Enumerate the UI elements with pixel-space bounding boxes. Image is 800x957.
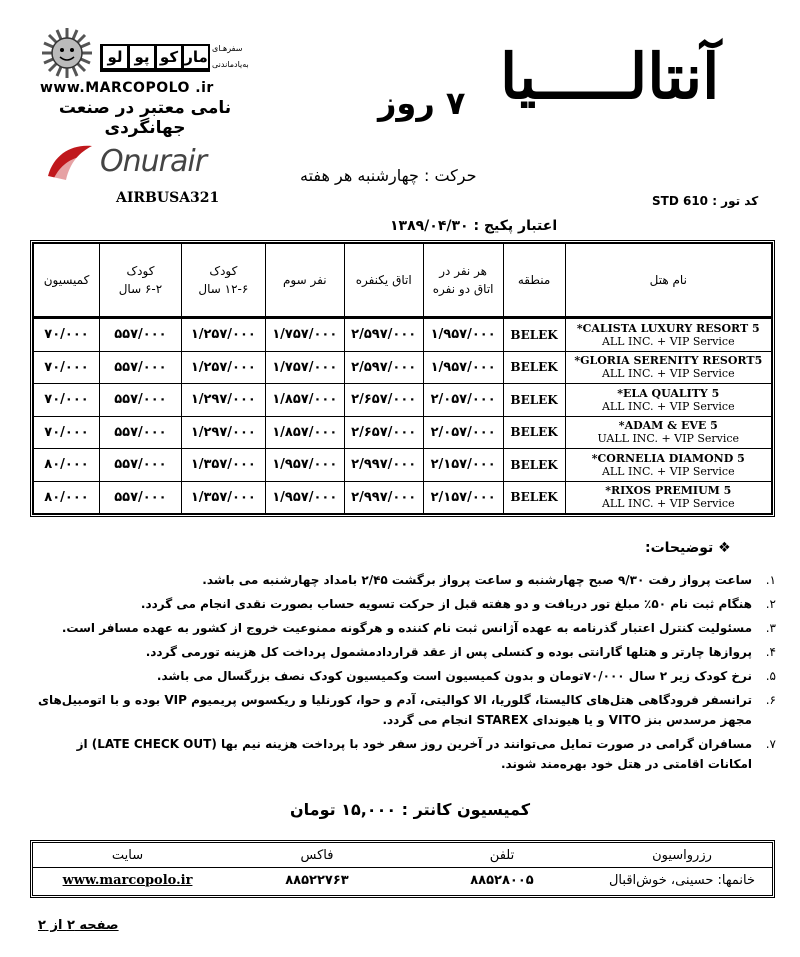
cell-region: BELEK (503, 351, 565, 384)
cell-hotel: ADAM & EVE 5* UALL INC. + VIP Service (565, 416, 771, 449)
contact-value-row (33, 868, 772, 893)
cell-triple: ۱/۸۵۷/۰۰۰ (265, 416, 344, 449)
table-row (34, 351, 772, 384)
cell-hotel: CORNELIA DIAMOND 5* ALL INC. + VIP Service (565, 449, 771, 482)
header-commission: کمیسیون (34, 244, 100, 318)
cell-child-2-6: ۵۵۷/۰۰۰ (100, 416, 182, 449)
cell-commission: ۷۰/۰۰۰ (34, 351, 100, 384)
header-double: هر نفر در اتاق دو نفره (423, 244, 503, 318)
list-item: ۵. نرخ کودک زیر ۲ سال ۷۰/۰۰۰تومان و بدون کمیسیون است وکمیسیون کودک نصف بزرگسال می باشد. (156, 669, 776, 683)
departure-info: حرکت : چهارشنبه هر هفته (300, 166, 477, 185)
cell-hotel: GLORIA SERENITY RESORT5* ALL INC. + VIP Service (565, 351, 771, 384)
reservation-contacts: خانمها: حسینی، خوش‌اقبال (608, 872, 755, 888)
cell-commission: ۸۰/۰۰۰ (34, 449, 100, 482)
cell-commission: ۸۰/۰۰۰ (34, 481, 100, 514)
phone-number: ۸۸۵۲۸۰۰۵ (470, 872, 534, 888)
website-link[interactable]: www.marcopolo.ir (62, 872, 193, 888)
cell-triple: ۱/۸۵۷/۰۰۰ (265, 384, 344, 417)
cell-commission: ۷۰/۰۰۰ (34, 416, 100, 449)
list-item: ۶. ترانسفر فرودگاهی هتل‌های کالیستا، گلوریا، الا کوالیتی، آدم و حوا، کورنلیا و ریکسوس پریمیوم VIP بوده و با اتومبیل‌های مجهز مرسدس بنز VITO و یا هیوندای STAREX انجام می گردد. (37, 693, 776, 727)
header-region: منطقه (503, 244, 565, 318)
cell-triple: ۱/۷۵۷/۰۰۰ (265, 351, 344, 384)
airline-logo (44, 140, 234, 186)
cell-region: BELEK (503, 449, 565, 482)
cell-region: BELEK (503, 318, 565, 352)
cell-double: ۱/۹۵۷/۰۰۰ (423, 318, 503, 352)
cell-single: ۲/۶۵۷/۰۰۰ (344, 416, 423, 449)
cell-child-2-6: ۵۵۷/۰۰۰ (100, 318, 182, 352)
contact-table (30, 840, 775, 898)
notes-title: ❖ توضیحات: (645, 540, 731, 556)
brand-tagline-top: سفرهـای (212, 44, 243, 53)
airline-tail-icon (44, 140, 96, 186)
notes-list (34, 570, 774, 778)
cell-double: ۱/۹۵۷/۰۰۰ (423, 351, 503, 384)
header-single: اتاق یکنفره (344, 244, 423, 318)
aircraft-type: AIRBUSA321 (116, 190, 220, 206)
cell-single: ۲/۶۵۷/۰۰۰ (344, 384, 423, 417)
cell-child-6-12: ۱/۲۹۷/۰۰۰ (181, 384, 265, 417)
brand-tagline-bottom: به‌یادماندنی (212, 60, 249, 69)
cell-double: ۲/۰۵۷/۰۰۰ (423, 384, 503, 417)
header-child-6-12: کودک ۱۲-۶ سال (181, 244, 265, 318)
cell-hotel: CALISTA LUXURY RESORT 5* ALL INC. + VIP Service (565, 318, 771, 352)
logo-letter: کو (157, 46, 181, 68)
list-item: ۷. مسافران گرامی در صورت تمایل می‌توانند در آخرین روز سفر خود با پرداخت هزینه نیم بها (LATE CHECK OUT) از امکانات اقامتی در هتل خود بهره‌مند شوند. (76, 737, 776, 771)
cell-commission: ۷۰/۰۰۰ (34, 384, 100, 417)
brand-logo (100, 44, 210, 72)
list-item: ۱. ساعت پرواز رفت ۹/۳۰ صبح چهارشنبه و ساعت پرواز برگشت ۲/۴۵ بامداد چهارشنبه می باشد. (202, 573, 776, 587)
cell-single: ۲/۹۹۷/۰۰۰ (344, 449, 423, 482)
fax-label: فاکس (222, 843, 412, 868)
cell-child-6-12: ۱/۳۵۷/۰۰۰ (181, 449, 265, 482)
cell-child-2-6: ۵۵۷/۰۰۰ (100, 449, 182, 482)
cell-double: ۲/۱۵۷/۰۰۰ (423, 481, 503, 514)
site-cell (33, 868, 222, 893)
logo-letter: پو (130, 46, 154, 68)
cell-child-2-6: ۵۵۷/۰۰۰ (100, 351, 182, 384)
phone-label: تلفن (412, 843, 592, 868)
cell-child-2-6: ۵۵۷/۰۰۰ (100, 384, 182, 417)
table-row (34, 384, 772, 417)
cell-single: ۲/۵۹۷/۰۰۰ (344, 351, 423, 384)
table-header-row (34, 244, 772, 318)
header-child-2-6: کودک ۶-۲ سال (100, 244, 182, 318)
logo-letter: لو (103, 46, 127, 68)
table-row (34, 449, 772, 482)
package-validity: اعتبار پکیج : ۱۳۸۹/۰۴/۳۰ (390, 218, 558, 234)
contact-header-row (33, 843, 772, 868)
cell-child-6-12: ۱/۲۵۷/۰۰۰ (181, 318, 265, 352)
cell-region: BELEK (503, 416, 565, 449)
cell-child-2-6: ۵۵۷/۰۰۰ (100, 481, 182, 514)
price-table (30, 240, 775, 517)
cell-child-6-12: ۱/۲۵۷/۰۰۰ (181, 351, 265, 384)
list-item: ۲. هنگام ثبت نام ۵۰٪ مبلغ تور دریافت و دو هفته قبل از حرکت تسویه حساب بصورت نقدی انجام می گردد. (140, 597, 776, 611)
tour-code: کد تور : STD 610 (652, 194, 759, 208)
cell-single: ۲/۹۹۷/۰۰۰ (344, 481, 423, 514)
counter-commission: کمیسیون کانتر : ۱۵,۰۰۰ تومان (290, 800, 531, 819)
reservation-label: رزرواسیون (592, 843, 772, 868)
header-triple: نفر سوم (265, 244, 344, 318)
cell-child-6-12: ۱/۳۵۷/۰۰۰ (181, 481, 265, 514)
cell-single: ۲/۵۹۷/۰۰۰ (344, 318, 423, 352)
logo-letter: مار (184, 48, 208, 66)
cell-child-6-12: ۱/۲۹۷/۰۰۰ (181, 416, 265, 449)
site-label: سایت (33, 843, 222, 868)
cell-region: BELEK (503, 384, 565, 417)
page-title: آنتالـــــیا (500, 40, 720, 113)
brand-slogan: نامی معتبر در صنعت جهانگردی (58, 98, 232, 138)
cell-triple: ۱/۹۵۷/۰۰۰ (265, 449, 344, 482)
fax-number: ۸۸۵۲۲۷۶۳ (285, 872, 349, 888)
table-row (34, 416, 772, 449)
sun-logo-icon (40, 26, 94, 80)
brand-website: www.MARCOPOLO .ir (40, 80, 214, 96)
cell-commission: ۷۰/۰۰۰ (34, 318, 100, 352)
page-title-days: ۷ روز (378, 84, 466, 122)
list-item: ۴. پروازها چارتر و هتلها گارانتی بوده و کنسلی پس از عقد قراردادمشمول پرداخت کل هزینه تورمی گردد. (145, 645, 776, 659)
table-row (34, 481, 772, 514)
cell-triple: ۱/۷۵۷/۰۰۰ (265, 318, 344, 352)
cell-triple: ۱/۹۵۷/۰۰۰ (265, 481, 344, 514)
cell-hotel: RIXOS PREMIUM 5* ALL INC. + VIP Service (565, 481, 771, 514)
list-item: ۳. مسئولیت کنترل اعتبار گذرنامه به عهده آژانس ثبت نام کننده و هرگونه ممنوعیت خروج از کشور به عهده مسافر است. (61, 621, 776, 635)
airline-name: Onurair (100, 144, 207, 179)
table-row (34, 318, 772, 352)
cell-region: BELEK (503, 481, 565, 514)
cell-double: ۲/۰۵۷/۰۰۰ (423, 416, 503, 449)
header-hotel: نام هتل (565, 244, 771, 318)
cell-double: ۲/۱۵۷/۰۰۰ (423, 449, 503, 482)
cell-hotel: ELA QUALITY 5* ALL INC. + VIP Service (565, 384, 771, 417)
page-number: صفحه ۲ از ۲ (38, 918, 119, 933)
